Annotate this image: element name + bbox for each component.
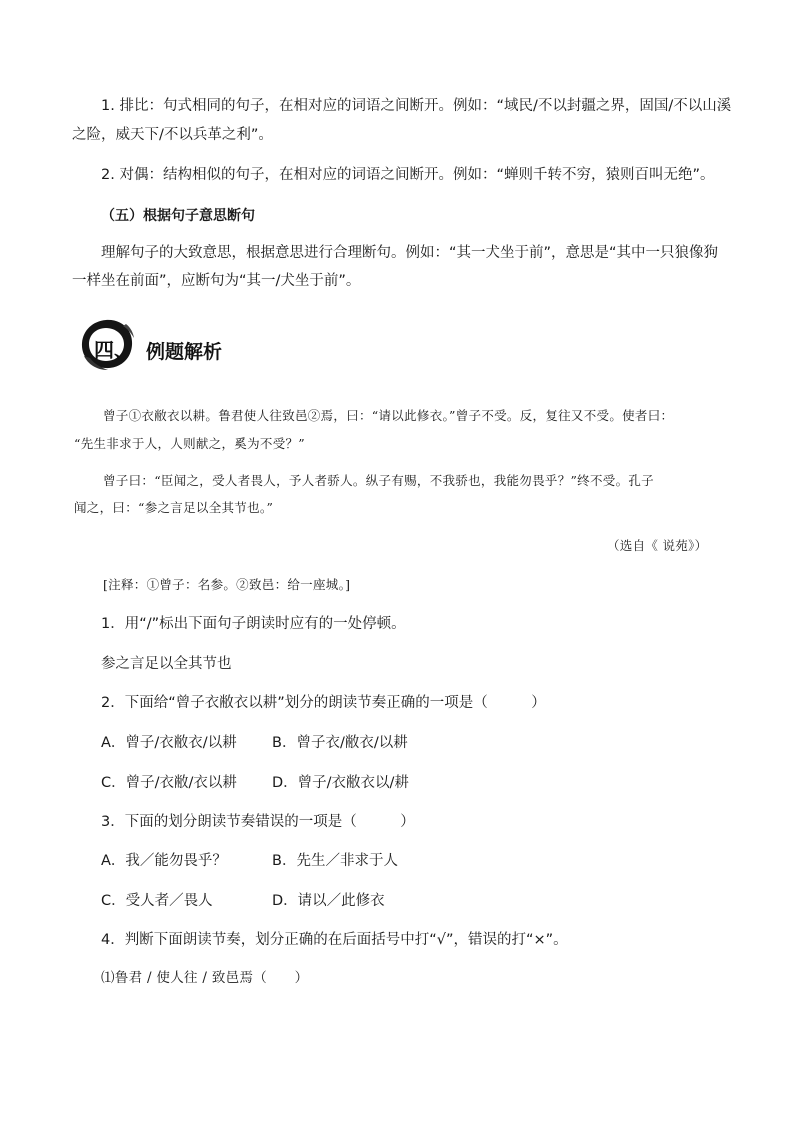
passage-p1-line-2: “先生非求于人，人则献之，奚为不受？” [74, 436, 305, 451]
section-header [76, 316, 356, 372]
section-title: 例题解析 [146, 341, 223, 363]
question-1: 1．用“/”标出下面句子朗读时应有的一处停顿。 [101, 616, 406, 632]
question-2-option-d: D．曾子/衣敝衣以/耕 [272, 775, 409, 791]
paragraph-line-1: 理解句子的大致意思，根据意思进行合理断句。例如：“其一犬坐于前”，意思是“其中一只狼像狗 [101, 245, 719, 261]
passage-p2-line-2: 闻之，曰：“参之言足以全其节也。” [74, 500, 274, 515]
passage-p2-line-1: 曾子曰：“臣闻之，受人者畏人，予人者骄人。纵子有赐，不我骄也，我能勿畏乎？”终不受。孔子 [103, 473, 654, 488]
rule-item-1-line-2: 之险，威天下/不以兵革之利”。 [72, 127, 273, 143]
question-3: 3．下面的划分朗读节奏错误的一项是（ ） [101, 814, 415, 830]
question-3-option-c: C．受人者／畏人 [101, 893, 213, 909]
question-2-option-b: B．曾子衣/敝衣/以耕 [272, 735, 408, 751]
question-2-option-c: C．曾子/衣敝/衣以耕 [101, 775, 237, 791]
rule-item-2: 2. 对偶：结构相似的句子，在相对应的词语之间断开。例如：“蝉则千转不穷，猿则百叫无绝”。 [101, 167, 715, 183]
rule-item-1-line-1: 1. 排比：句式相同的句子，在相对应的词语之间断开。例如：“域民/不以封疆之界，固国/不以山溪 [101, 98, 732, 114]
paragraph-line-2: 一样坐在前面”，应断句为“其一/犬坐于前”。 [72, 273, 361, 289]
passage-p1-line-1: 曾子①衣敝衣以耕。鲁君使人往致邑②焉，曰：“请以此修衣。”曾子不受。反，复往又不受。使者曰： [103, 408, 674, 423]
question-2: 2．下面给“曾子衣敝衣以耕”划分的朗读节奏正确的一项是（ ） [101, 695, 546, 711]
section-number: 四、 [94, 338, 134, 362]
question-3-option-b: B．先生／非求于人 [272, 853, 398, 869]
question-3-option-d: D．请以／此修衣 [272, 893, 385, 909]
question-4: 4．判断下面朗读节奏，划分正确的在后面括号中打“√”，错误的打“×”。 [101, 932, 568, 948]
passage-source: （选自《 说苑》） [607, 538, 708, 553]
passage-notes: [注释：①曾子：名参。②致邑：给一座城。] [103, 577, 351, 592]
question-1-sentence: 参之言足以全其节也 [101, 656, 232, 672]
question-4-item-1: ⑴鲁君 / 使人往 / 致邑焉（ ） [101, 970, 309, 986]
question-3-option-a: A．我／能勿畏乎？ [101, 853, 227, 869]
question-2-option-a: A．曾子/衣敝衣/以耕 [101, 735, 237, 751]
sub-heading: （五）根据句子意思断句 [101, 208, 255, 224]
